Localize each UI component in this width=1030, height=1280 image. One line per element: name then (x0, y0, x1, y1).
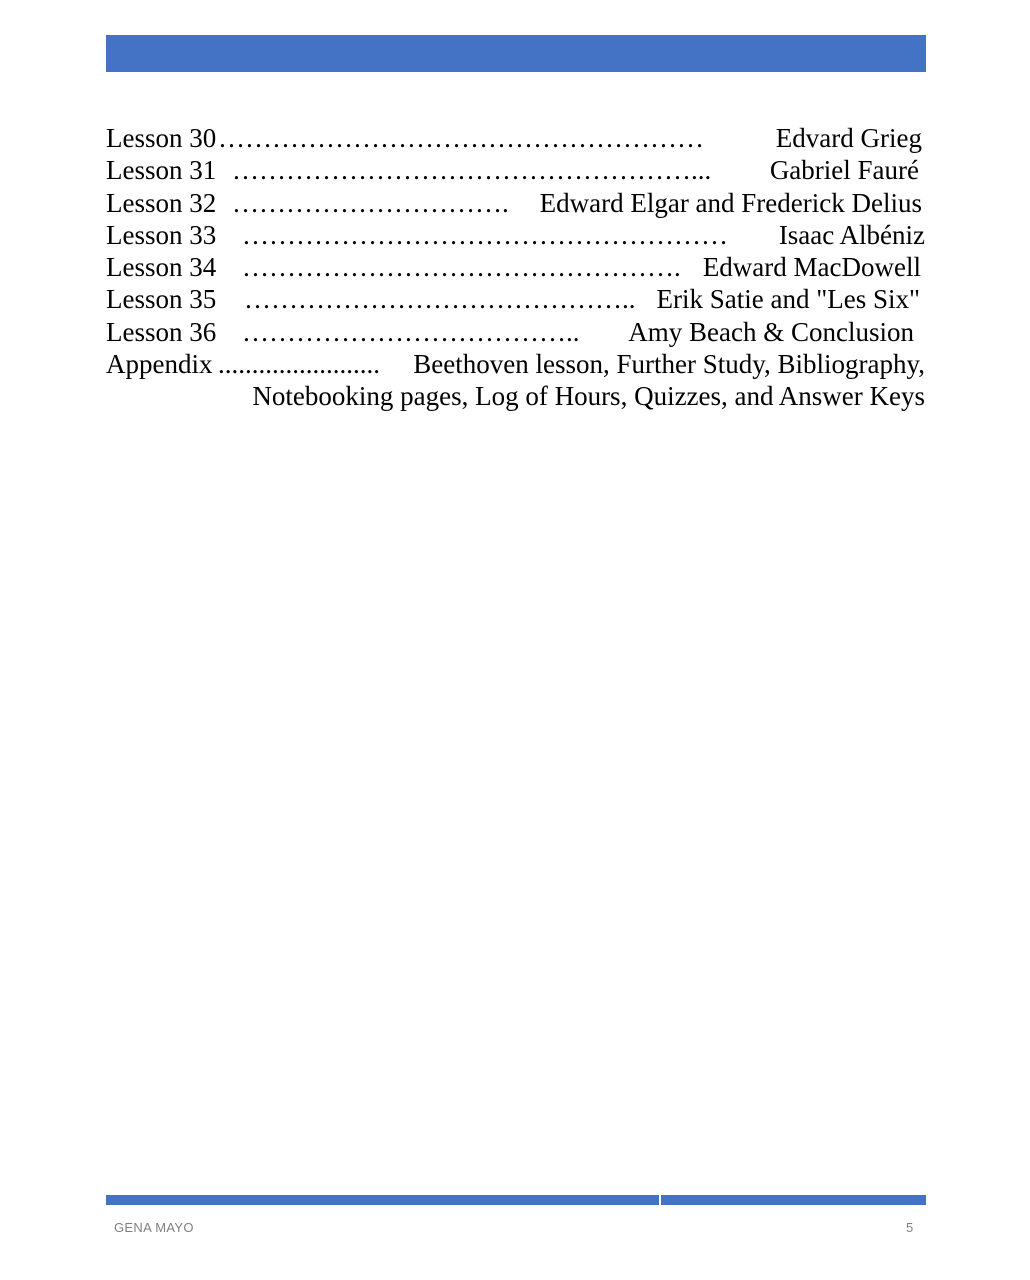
toc-leader-dots: ........................ (218, 349, 380, 380)
page-number: 5 (906, 1220, 914, 1235)
toc-title: Gabriel Fauré (769, 155, 919, 186)
toc-leader-dots: …………………………………………. (242, 252, 681, 283)
toc-label: Lesson 30 (106, 123, 217, 153)
toc-title: Amy Beach & Conclusion (628, 316, 914, 347)
toc-leader-dots: …………………………. (232, 187, 509, 218)
toc-row-lesson-36 (106, 316, 926, 348)
toc-title: Edvard Grieg (775, 123, 922, 153)
toc-row-appendix-continued (106, 380, 926, 412)
toc-label: Lesson 34 (106, 252, 217, 283)
toc-title: Isaac Albéniz (778, 219, 925, 250)
toc-leader-dots: ……………………………………………… (218, 123, 704, 153)
footer-author: GENA MAYO (114, 1220, 194, 1235)
toc-title: Beethoven lesson, Further Study, Bibliography, (413, 349, 925, 380)
toc-label: Lesson 31 (106, 155, 217, 186)
toc-label: Lesson 35 (106, 284, 217, 315)
table-of-contents (106, 122, 926, 413)
toc-row-lesson-34 (106, 251, 926, 283)
header-bar (106, 35, 926, 72)
toc-title: Edward Elgar and Frederick Delius (539, 187, 922, 218)
toc-leader-dots: ……………………………………………… (242, 219, 728, 250)
toc-row-lesson-30 (106, 122, 926, 154)
toc-leader-dots: ……………………………………………... (232, 155, 712, 186)
footer-bar (106, 1195, 926, 1205)
toc-label: Lesson 33 (106, 219, 217, 250)
toc-title: Erik Satie and "Les Six" (656, 284, 920, 315)
toc-row-lesson-33 (106, 219, 926, 251)
toc-row-lesson-35 (106, 283, 926, 315)
toc-row-appendix (106, 348, 926, 380)
toc-row-lesson-32 (106, 187, 926, 219)
toc-label: Lesson 32 (106, 187, 217, 218)
toc-leader-dots: …………………………………….. (244, 284, 636, 315)
toc-title: Edward MacDowell (702, 252, 921, 283)
toc-row-lesson-31 (106, 154, 926, 186)
toc-leader-dots: ……………………………….. (242, 316, 580, 347)
toc-title-continued: Notebooking pages, Log of Hours, Quizzes, and Answer Keys (252, 381, 925, 412)
toc-label: Lesson 36 (106, 316, 217, 347)
toc-label: Appendix (106, 349, 213, 380)
